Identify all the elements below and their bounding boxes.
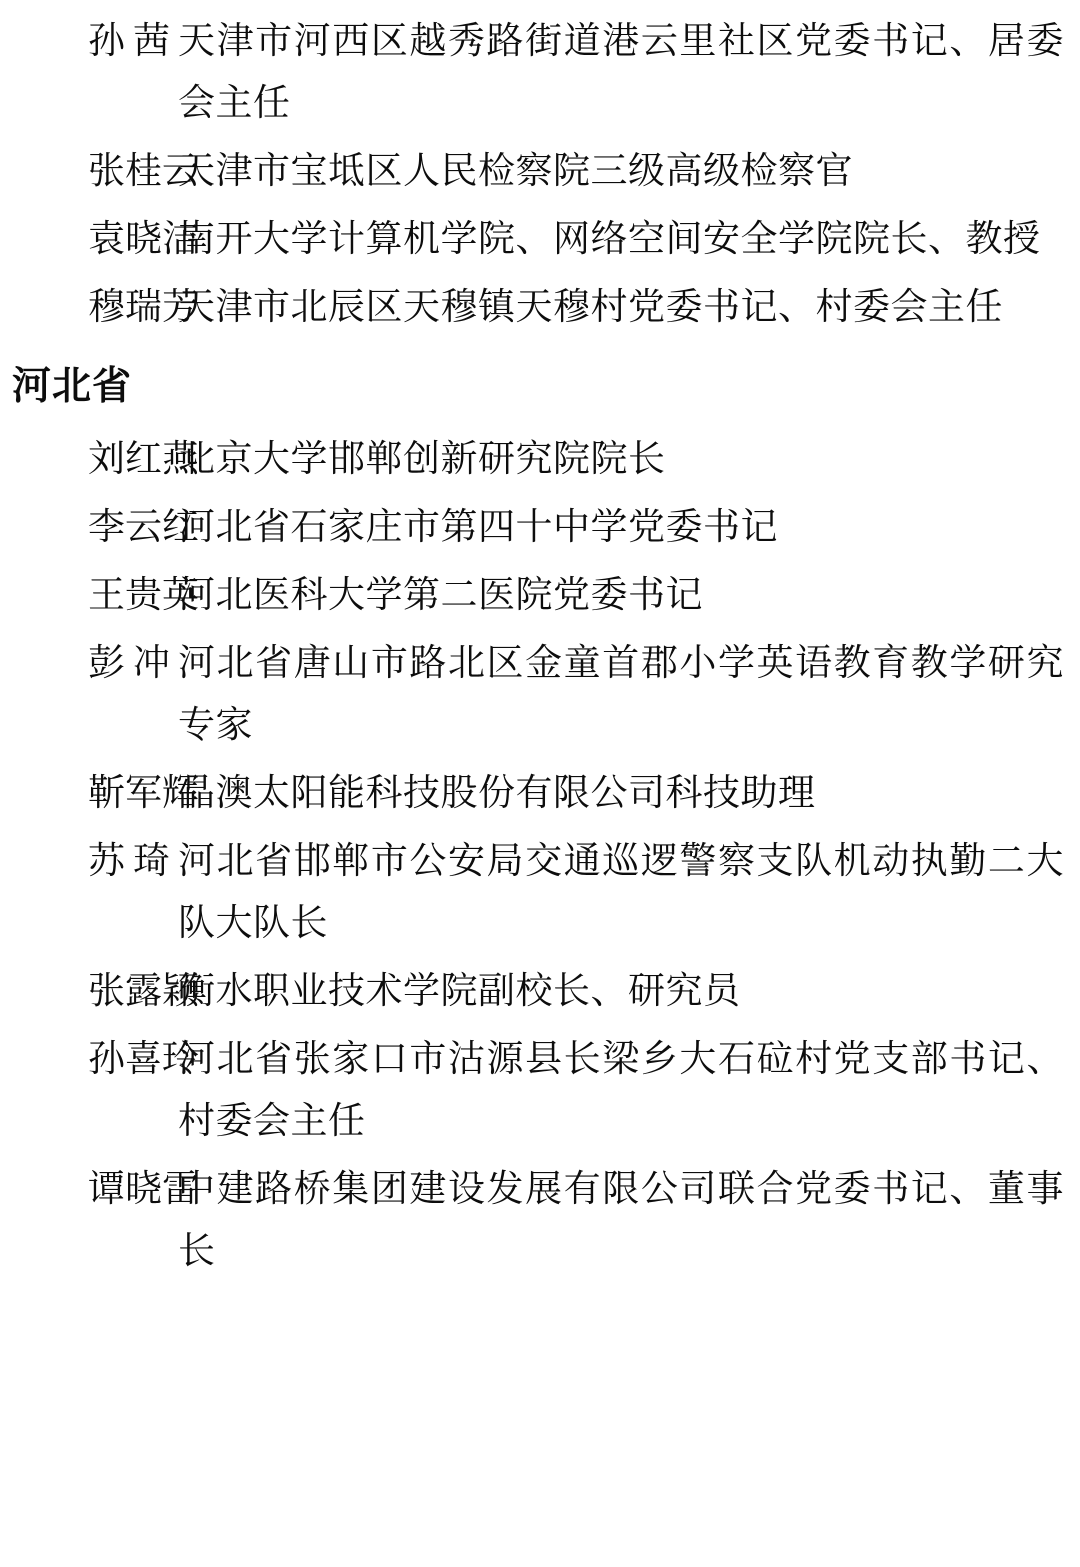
person-title: 北京大学邯郸创新研究院院长: [178, 437, 666, 480]
list-item: [10, 830, 1068, 954]
person-title: 河北医科大学第二医院党委书记: [178, 573, 703, 616]
person-name: [10, 830, 178, 892]
person-title: 天津市宝坻区人民检察院三级高级检察官: [178, 149, 853, 192]
person-name: [10, 632, 178, 694]
person-name: 李云红: [88, 505, 199, 548]
person-name-char: 冲: [133, 641, 170, 684]
list-item: [10, 762, 1068, 824]
person-title: 河北省唐山市路北区金童首郡小学英语教育教学研究专家: [178, 641, 1064, 746]
list-item: [10, 1158, 1068, 1282]
person-name: 谭晓雷: [88, 1167, 199, 1210]
document-body: [10, 10, 1068, 1282]
person-name: 靳军辉: [88, 771, 199, 814]
list-item: [10, 276, 1068, 338]
person-title: 南开大学计算机学院、网络空间安全学院院长、教授: [178, 217, 1041, 260]
list-item: [10, 496, 1068, 558]
person-name: 张桂云: [88, 149, 199, 192]
person-name: 刘红燕: [88, 437, 199, 480]
section-heading: 河北省: [12, 364, 133, 409]
person-title: 中建路桥集团建设发展有限公司联合党委书记、董事长: [178, 1167, 1064, 1272]
list-item: [10, 208, 1068, 270]
person-name-char: 琦: [133, 839, 170, 882]
person-title: 晶澳太阳能科技股份有限公司科技助理: [178, 771, 816, 814]
person-name-char: 孙: [88, 19, 125, 62]
list-item: [10, 960, 1068, 1022]
person-title: 河北省张家口市沽源县长梁乡大石砬村党支部书记、村委会主任: [178, 1037, 1064, 1142]
list-item: [10, 564, 1068, 626]
person-name: 王贵英: [88, 573, 199, 616]
person-name: 袁晓洁: [88, 217, 199, 260]
list-item: [10, 1028, 1068, 1152]
person-name: 孙喜玲: [88, 1037, 199, 1080]
person-title: 河北省邯郸市公安局交通巡逻警察支队机动执勤二大队大队长: [178, 839, 1064, 944]
person-title: 天津市北辰区天穆镇天穆村党委书记、村委会主任: [178, 285, 1003, 328]
person-title: 天津市河西区越秀路街道港云里社区党委书记、居委会主任: [178, 19, 1064, 124]
list-item: [10, 428, 1068, 490]
person-title: 衡水职业技术学院副校长、研究员: [178, 969, 741, 1012]
person-name: 张露颖: [88, 969, 199, 1012]
person-name: [10, 10, 178, 72]
person-name: 穆瑞芳: [88, 285, 199, 328]
person-title: 河北省石家庄市第四十中学党委书记: [178, 505, 778, 548]
person-name-char: 茜: [133, 19, 170, 62]
list-item: [10, 140, 1068, 202]
list-item: [10, 632, 1068, 756]
person-name-char: 彭: [88, 641, 125, 684]
list-item: [10, 10, 1068, 134]
person-name-char: 苏: [88, 839, 125, 882]
